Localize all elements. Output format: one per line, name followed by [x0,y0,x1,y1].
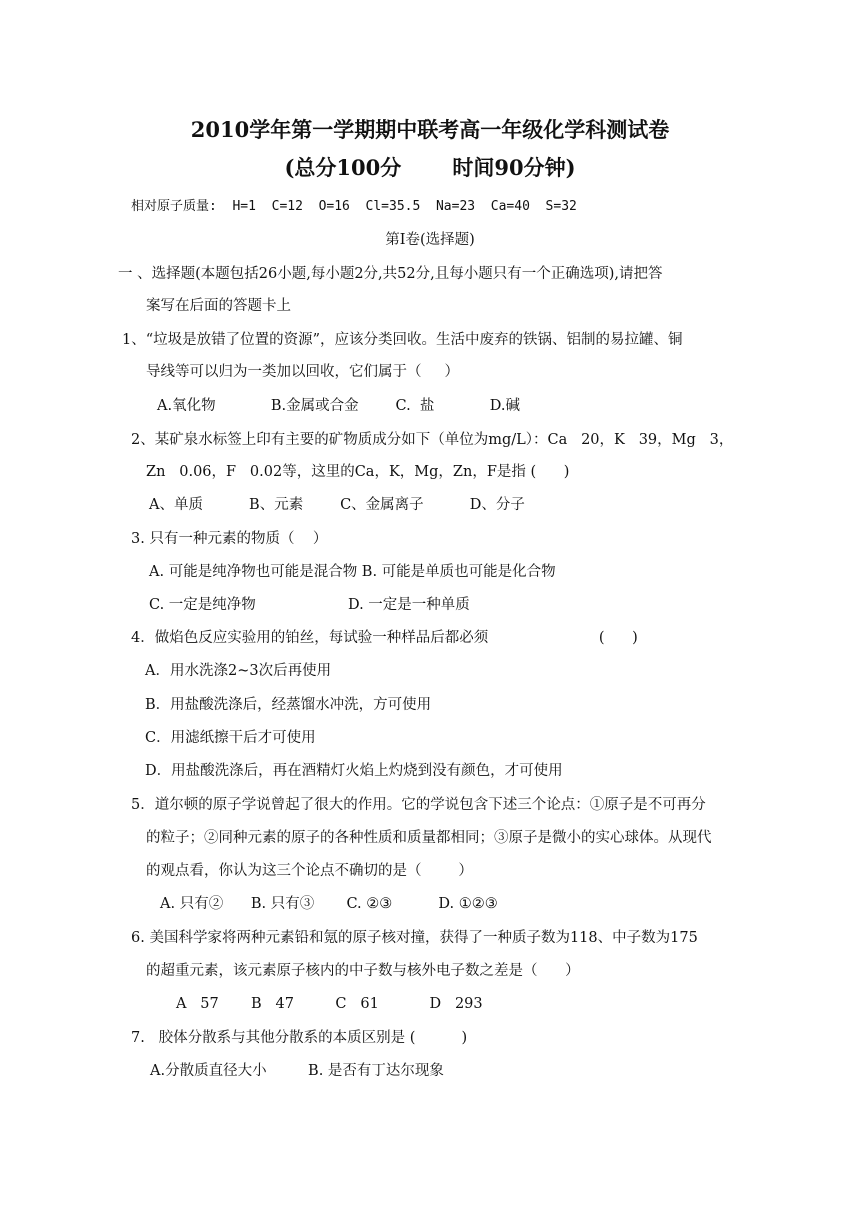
question-6-line-1: 6. 美国科学家将两种元素铅和氪的原子核对撞，获得了一种质子数为118、中子数为175 [131,930,698,946]
question-3-option-line-1: A. 可能是纯净物也可能是混合物 B. 可能是单质也可能是化合物 [149,564,556,580]
instructions-line-2: 案写在后面的答题卡上 [146,298,291,314]
question-4-option-c: C．用滤纸擦干后才可使用 [145,730,316,746]
question-2-line-2: Zn 0.06，F 0.02等，这里的Ca，K，Mg，Zn，F是指 ( ) [146,464,570,480]
question-2-options: A、单质 B、元素 C、金属离子 D、分子 [149,497,525,513]
atomic-masses: 相对原子质量: H=1 C=12 O=16 Cl=35.5 Na=23 Ca=40 S=32 [131,199,577,214]
question-4-line-1: 4．做焰色反应实验用的铂丝，每试验一种样品后都必须 ( ) [131,630,638,646]
instructions-line-1: 一 、选择题(本题包括26小题,每小题2分,共52分,且每小题只有一个正确选项),请把答 [118,266,663,282]
question-5-line-1: 5．道尔顿的原子学说曾起了很大的作用。它的学说包含下述三个论点：①原子是不可再分 [131,797,706,813]
question-7-line-1: 7. 胶体分散系与其他分散系的本质区别是 ( ) [131,1030,468,1046]
question-1-line-2: 导线等可以归为一类加以回收，它们属于（ ） [146,364,460,380]
question-3-line-1: 3. 只有一种元素的物质（ ） [131,531,328,547]
question-4-option-a: A．用水洗涤2~3次后再使用 [145,663,332,679]
question-5-line-2: 的粒子；②同种元素的原子的各种性质和质量都相同；③原子是微小的实心球体。从现代 [146,830,712,846]
question-2-line-1: 2、某矿泉水标签上印有主要的矿物质成分如下（单位为mg/L）：Ca 20，K 39，Mg 3， [131,432,734,448]
question-4-option-b: B．用盐酸洗涤后，经蒸馏水冲洗，方可使用 [145,697,432,713]
question-6-line-2: 的超重元素，该元素原子核内的中子数与核外电子数之差是（ ） [146,963,580,979]
question-7-options: A.分散质直径大小 B. 是否有丁达尔现象 [150,1063,444,1079]
question-1-options: A.氧化物 B.金属或合金 C. 盐 D.碱 [157,398,520,414]
question-6-options: A 57 B 47 C 61 D 293 [176,996,483,1012]
page-title: 2010学年第一学期期中联考高一年级化学科测试卷 [190,117,670,142]
page-subtitle: (总分100分 时间90分钟) [284,155,576,180]
question-1-line-1: 1、“垃圾是放错了位置的资源”，应该分类回收。生活中废弃的铁锅、铝制的易拉罐、铜 [122,332,683,348]
question-5-line-3: 的观点看，你认为这三个论点不确切的是（ ） [146,863,473,879]
question-4-option-d: D．用盐酸洗涤后，再在酒精灯火焰上灼烧到没有颜色，才可使用 [145,763,563,779]
question-3-option-line-2: C. 一定是纯净物 D. 一定是一种单质 [149,597,470,613]
section-heading: 第Ⅰ卷(选择题) [385,232,475,248]
question-5-options: A. 只有② B. 只有③ C. ②③ D. ①②③ [160,896,498,912]
